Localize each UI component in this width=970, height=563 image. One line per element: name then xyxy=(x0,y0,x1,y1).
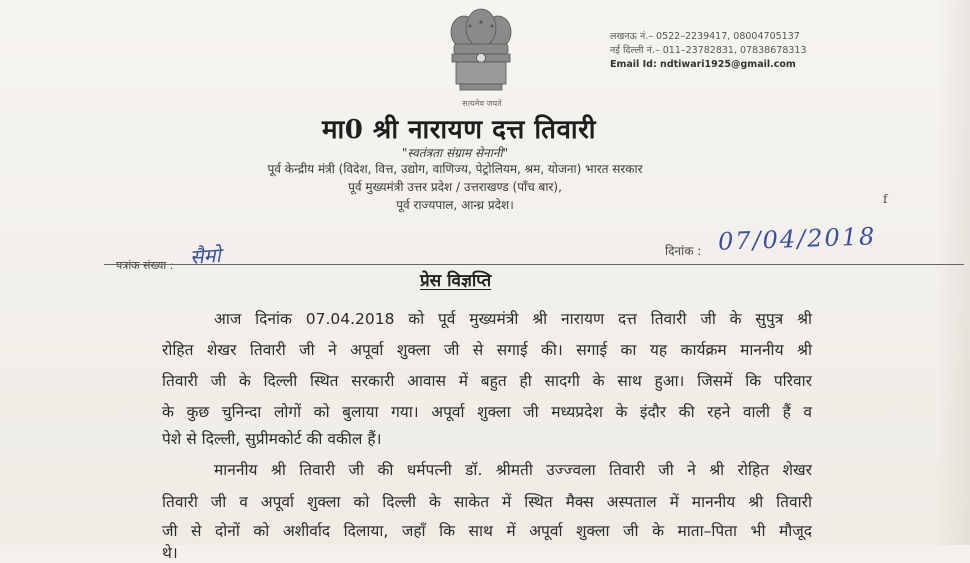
header-divider xyxy=(104,264,964,265)
body-line: तिवारी जी व अपूर्वा शुक्ला को दिल्ली के साकेत में स्थित मैक्स अस्पताल में माननीय श्री तिवारी xyxy=(162,493,812,511)
contact-lucknow: लखनऊ नं.– 0522–2239417, 08004705137 xyxy=(610,31,800,42)
letterhead-line-3: पूर्व मुख्यमंत्री उत्तर प्रदेश / उत्तराखण्ड (पाँच बार), xyxy=(348,180,562,194)
letterhead-subtitle: "स्वतंत्रता संग्राम सेनानी" xyxy=(401,146,509,160)
body-line: रोहित शेखर तिवारी जी ने अपूर्वा शुक्ला जी से सगाई की। सगाई का यह कार्यक्रम माननीय श्री xyxy=(162,341,812,359)
emblem-motto: सत्यमेव जयते xyxy=(462,99,502,108)
contact-block xyxy=(610,30,880,72)
date-handwritten: 07/04/2018 xyxy=(717,222,877,256)
body-line: थे। xyxy=(162,544,178,562)
reference-number-handwritten: सैमो xyxy=(189,242,222,270)
body-line: आज दिनांक 07.04.2018 को पूर्व मुख्यमंत्री श्री नारायण दत्त तिवारी जी के सुपुत्र श्री xyxy=(214,310,812,328)
body-line: माननीय श्री तिवारी जी की धर्मपत्नी डॉ. श्रीमती उज्ज्वला तिवारी जी ने श्री रोहित शेखर xyxy=(214,461,812,479)
letterhead-line-4: पूर्व राज्यपाल, आन्ध्र प्रदेश। xyxy=(396,198,514,212)
body-line: जी से दोनों को अशीर्वाद दिलाया, जहाँ कि साथ में अपूर्वा शुक्ला जी के माता–पिता भी मौजूद xyxy=(162,522,812,540)
letterhead-line-2: पूर्व केन्द्रीय मंत्री (विदेश, वित्त, उद्योग, वाणिज्य, पेट्रोलियम, श्रम, योजना) भारत सरकार xyxy=(267,162,643,176)
body-line: तिवारी जी के दिल्ली स्थित सरकारी आवास में बहुत ही सादगी के साथ हुआ। जिसमें कि परिवार xyxy=(162,372,812,390)
reference-number-label: पत्रांक संख्या : xyxy=(116,259,174,272)
page-edge-shadow xyxy=(936,0,970,545)
contact-email: Email Id: ndtiwari1925@gmail.com xyxy=(610,59,796,70)
margin-mark: f xyxy=(883,192,888,206)
contact-delhi: नई दिल्ली नं.– 011–23782831, 07838678313 xyxy=(610,45,807,56)
date-label: दिनांक : xyxy=(665,244,702,258)
press-release-title: प्रेस विज्ञप्ति xyxy=(420,271,492,291)
body-line: पेशे से दिल्ली, सुप्रीमकोर्ट की वकील हैं। xyxy=(162,430,382,448)
body-line: के कुछ चुनिन्दा लोगों को बुलाया गया। अपूर्वा शुक्ला जी मध्यप्रदेश के इंदौर की रहने वाली हैं व xyxy=(162,403,812,421)
letterhead-name: मा0 श्री नारायण दत्त तिवारी xyxy=(322,115,597,145)
